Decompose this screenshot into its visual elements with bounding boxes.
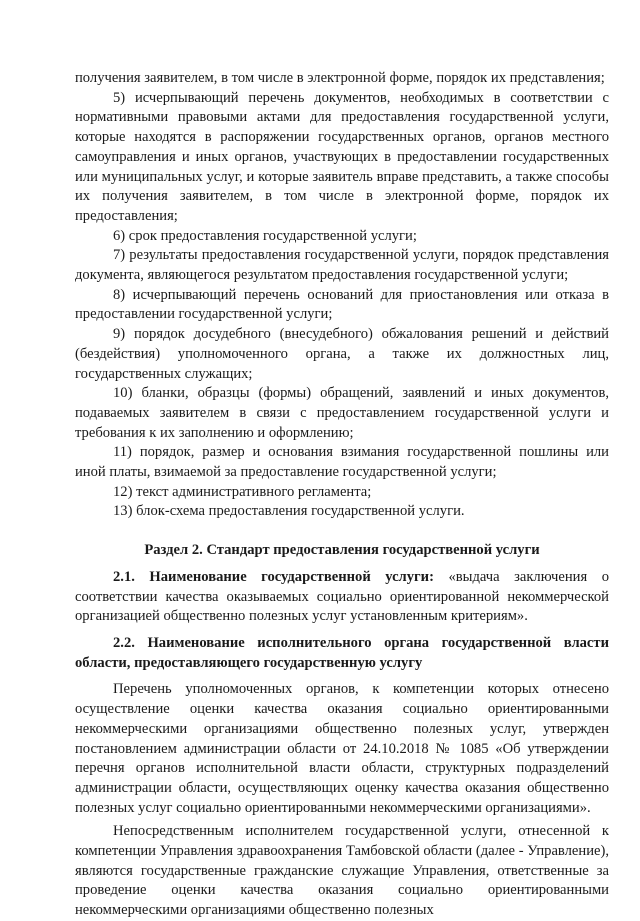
list-item: 12) текст административного регламента; [113, 483, 372, 500]
subsection-2-1-label: 2.1. Наименование государственной услуги: [113, 568, 434, 585]
list-item: 8) исчерпывающий перечень оснований для приостановления или отказа в предоставлении государственной услуги; [75, 286, 609, 323]
subsection-2-1 [75, 568, 609, 627]
list-item: 9) порядок досудебного (внесудебного) обжалования решений и действий (бездействия) уполномоченного органа, а также их должностных лиц, государственных служащих; [75, 326, 609, 382]
subsection-2-1-text: «выдача заключения о соответствии качества оказываемых социально ориентированной некоммерческой организацией общественно полезных услуг установленным критериям». [75, 568, 609, 625]
body-paragraph: Непосредственным исполнителем государственной услуги, отнесенной к компетенции Управления здравоохранения Тамбовской области (далее - Управление), являются государственные гражданские служащие Управления, ответственные за проведение оценки качества оказания социально ориентированными некоммерческими организациями общественно полезных [75, 823, 609, 919]
section-title: Раздел 2. Стандарт предоставления государственной услуги [144, 542, 540, 559]
list-item: 10) бланки, образцы (формы) обращений, заявлений и иных документов, подаваемых заявителем в связи с предоставлением государственной услуги и требования к их заполнению и оформлению; [75, 385, 609, 441]
list-item: 7) результаты предоставления государственной услуги, порядок представления документа, являющегося результатом предоставления государственной услуги; [75, 247, 609, 284]
document-page [75, 69, 609, 921]
list-item: 13) блок-схема предоставления государственной услуги. [113, 503, 465, 520]
list-item: 5) исчерпывающий перечень документов, необходимых в соответствии с нормативными правовыми актами для предоставления государственной услуги, которые находятся в распоряжении государственных органов, органов местного самоуправления и иных органов, участвующих в предоставлении государственных или муниципальных услуг, и которые заявитель вправе представить, а также способы их получения заявителем, в том числе в электронной форме, порядок их предоставления; [75, 89, 609, 224]
body-paragraph: Перечень уполномоченных органов, к компетенции которых отнесено осуществление оценки качества оказания социально ориентированными некоммерческими организациями общественно полезных услуг, утвержден постановлением администрации области от 24.10.2018 № 1085 «Об утверждении перечня органов исполнительной власти области, структурных подразделений администрации области, осуществляющих оценку качества оказания общественно полезных услуг социально ориентированными некоммерческими организациями». [75, 681, 609, 816]
intro-continuation: получения заявителем, в том числе в электронной форме, порядок их представления; [75, 70, 605, 86]
list-item: 6) срок предоставления государственной услуги; [113, 227, 417, 244]
subsection-2-2-heading: 2.2. Наименование исполнительного органа государственной власти области, предоставляющего государственную услугу [75, 634, 609, 671]
list-item: 11) порядок, размер и основания взимания государственной пошлины или иной платы, взимаемой за предоставление государственной услуги; [75, 444, 609, 481]
